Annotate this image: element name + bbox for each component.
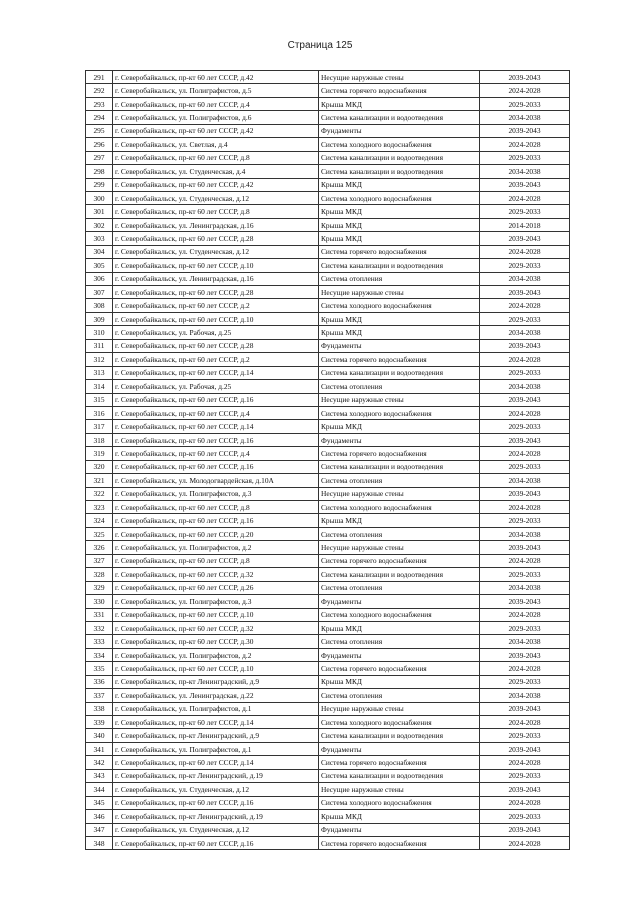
table-row: [86, 380, 570, 393]
table-row: [86, 393, 570, 406]
address-cell: г. Северобайкальск, пр-кт Ленинградский, д.9: [113, 729, 319, 742]
table-row: [86, 689, 570, 702]
period-cell: 2029-2033: [480, 460, 570, 473]
address-cell: г. Северобайкальск, пр-кт 60 лет СССР, д.16: [113, 514, 319, 527]
address-cell: г. Северобайкальск, ул. Светлая, д.4: [113, 138, 319, 151]
period-cell: 2029-2033: [480, 205, 570, 218]
system-cell: Система отопления: [319, 527, 480, 540]
address-cell: г. Северобайкальск, ул. Ленинградская, д.22: [113, 689, 319, 702]
address-cell: г. Северобайкальск, пр-кт 60 лет СССР, д.10: [113, 608, 319, 621]
table-row: [86, 406, 570, 419]
address-cell: г. Северобайкальск, ул. Студенческая, д.12: [113, 783, 319, 796]
row-number-cell: 322: [86, 487, 113, 500]
system-cell: Система канализации и водоотведения: [319, 151, 480, 164]
period-cell: 2029-2033: [480, 312, 570, 325]
system-cell: Фундаменты: [319, 823, 480, 836]
period-cell: 2039-2043: [480, 783, 570, 796]
table-row: [86, 783, 570, 796]
period-cell: 2039-2043: [480, 433, 570, 446]
address-cell: г. Северобайкальск, пр-кт 60 лет СССР, д.2: [113, 353, 319, 366]
table-row: [86, 487, 570, 500]
system-cell: Система горячего водоснабжения: [319, 756, 480, 769]
address-cell: г. Северобайкальск, ул. Студенческая, д.12: [113, 245, 319, 258]
address-cell: г. Северобайкальск, пр-кт 60 лет СССР, д.10: [113, 259, 319, 272]
row-number-cell: 338: [86, 702, 113, 715]
table-row: [86, 232, 570, 245]
row-number-cell: 319: [86, 447, 113, 460]
row-number-cell: 321: [86, 474, 113, 487]
table-row: [86, 272, 570, 285]
period-cell: 2029-2033: [480, 514, 570, 527]
row-number-cell: 309: [86, 312, 113, 325]
table-row: [86, 71, 570, 84]
system-cell: Крыша МКД: [319, 232, 480, 245]
table-row: [86, 756, 570, 769]
period-cell: 2034-2038: [480, 474, 570, 487]
row-number-cell: 306: [86, 272, 113, 285]
system-cell: Система холодного водоснабжения: [319, 299, 480, 312]
table-row: [86, 769, 570, 782]
table-row: [86, 205, 570, 218]
system-cell: Система отопления: [319, 474, 480, 487]
period-cell: 2024-2028: [480, 138, 570, 151]
system-cell: Система канализации и водоотведения: [319, 259, 480, 272]
address-cell: г. Северобайкальск, пр-кт 60 лет СССР, д.4: [113, 97, 319, 110]
period-cell: 2039-2043: [480, 339, 570, 352]
address-cell: г. Северобайкальск, ул. Рабочая, д.25: [113, 326, 319, 339]
table-row: [86, 433, 570, 446]
registry-table-body: [86, 71, 570, 850]
address-cell: г. Северобайкальск, ул. Ленинградская, д.16: [113, 272, 319, 285]
row-number-cell: 324: [86, 514, 113, 527]
table-row: [86, 353, 570, 366]
address-cell: г. Северобайкальск, пр-кт 60 лет СССР, д.42: [113, 178, 319, 191]
table-row: [86, 151, 570, 164]
row-number-cell: 334: [86, 648, 113, 661]
system-cell: Несущие наружные стены: [319, 783, 480, 796]
address-cell: г. Северобайкальск, пр-кт 60 лет СССР, д.8: [113, 501, 319, 514]
row-number-cell: 333: [86, 635, 113, 648]
row-number-cell: 326: [86, 541, 113, 554]
row-number-cell: 305: [86, 259, 113, 272]
period-cell: 2039-2043: [480, 742, 570, 755]
system-cell: Система отопления: [319, 272, 480, 285]
table-row: [86, 97, 570, 110]
row-number-cell: 317: [86, 420, 113, 433]
period-cell: 2034-2038: [480, 111, 570, 124]
system-cell: Система канализации и водоотведения: [319, 769, 480, 782]
address-cell: г. Северобайкальск, пр-кт 60 лет СССР, д.42: [113, 71, 319, 84]
address-cell: г. Северобайкальск, пр-кт 60 лет СССР, д.4: [113, 406, 319, 419]
period-cell: 2024-2028: [480, 245, 570, 258]
system-cell: Фундаменты: [319, 433, 480, 446]
period-cell: 2039-2043: [480, 393, 570, 406]
row-number-cell: 331: [86, 608, 113, 621]
system-cell: Система канализации и водоотведения: [319, 729, 480, 742]
row-number-cell: 292: [86, 84, 113, 97]
system-cell: Крыша МКД: [319, 675, 480, 688]
system-cell: Система холодного водоснабжения: [319, 796, 480, 809]
table-row: [86, 648, 570, 661]
address-cell: г. Северобайкальск, ул. Полиграфистов, д.3: [113, 487, 319, 500]
table-row: [86, 608, 570, 621]
table-row: [86, 420, 570, 433]
row-number-cell: 345: [86, 796, 113, 809]
table-row: [86, 716, 570, 729]
address-cell: г. Северобайкальск, пр-кт 60 лет СССР, д.14: [113, 366, 319, 379]
address-cell: г. Северобайкальск, ул. Полиграфистов, д.1: [113, 742, 319, 755]
period-cell: 2024-2028: [480, 836, 570, 849]
table-row: [86, 111, 570, 124]
row-number-cell: 297: [86, 151, 113, 164]
period-cell: 2024-2028: [480, 756, 570, 769]
row-number-cell: 330: [86, 595, 113, 608]
system-cell: Несущие наружные стены: [319, 393, 480, 406]
system-cell: Система холодного водоснабжения: [319, 501, 480, 514]
period-cell: 2024-2028: [480, 406, 570, 419]
address-cell: г. Северобайкальск, ул. Полиграфистов, д.2: [113, 541, 319, 554]
period-cell: 2034-2038: [480, 635, 570, 648]
system-cell: Система отопления: [319, 581, 480, 594]
address-cell: г. Северобайкальск, пр-кт 60 лет СССР, д.4: [113, 447, 319, 460]
system-cell: Фундаменты: [319, 742, 480, 755]
system-cell: Несущие наружные стены: [319, 702, 480, 715]
table-row: [86, 501, 570, 514]
system-cell: Фундаменты: [319, 595, 480, 608]
system-cell: Крыша МКД: [319, 420, 480, 433]
address-cell: г. Северобайкальск, ул. Молодогвардейская, д.10А: [113, 474, 319, 487]
row-number-cell: 320: [86, 460, 113, 473]
period-cell: 2024-2028: [480, 84, 570, 97]
system-cell: Система холодного водоснабжения: [319, 191, 480, 204]
table-row: [86, 366, 570, 379]
period-cell: 2024-2028: [480, 353, 570, 366]
address-cell: г. Северобайкальск, ул. Полиграфистов, д.2: [113, 648, 319, 661]
system-cell: Крыша МКД: [319, 178, 480, 191]
system-cell: Система горячего водоснабжения: [319, 84, 480, 97]
table-row: [86, 662, 570, 675]
period-cell: 2014-2018: [480, 218, 570, 231]
period-cell: 2039-2043: [480, 823, 570, 836]
row-number-cell: 335: [86, 662, 113, 675]
table-row: [86, 312, 570, 325]
system-cell: Система горячего водоснабжения: [319, 554, 480, 567]
table-row: [86, 245, 570, 258]
period-cell: 2039-2043: [480, 541, 570, 554]
row-number-cell: 313: [86, 366, 113, 379]
period-cell: 2029-2033: [480, 729, 570, 742]
table-row: [86, 165, 570, 178]
row-number-cell: 304: [86, 245, 113, 258]
table-row: [86, 259, 570, 272]
row-number-cell: 307: [86, 286, 113, 299]
row-number-cell: 299: [86, 178, 113, 191]
system-cell: Фундаменты: [319, 648, 480, 661]
row-number-cell: 311: [86, 339, 113, 352]
row-number-cell: 314: [86, 380, 113, 393]
address-cell: г. Северобайкальск, пр-кт 60 лет СССР, д.8: [113, 205, 319, 218]
system-cell: Несущие наружные стены: [319, 541, 480, 554]
address-cell: г. Северобайкальск, пр-кт 60 лет СССР, д.8: [113, 151, 319, 164]
row-number-cell: 293: [86, 97, 113, 110]
address-cell: г. Северобайкальск, пр-кт 60 лет СССР, д.16: [113, 836, 319, 849]
system-cell: Несущие наружные стены: [319, 286, 480, 299]
address-cell: г. Северобайкальск, пр-кт 60 лет СССР, д.2: [113, 299, 319, 312]
table-row: [86, 568, 570, 581]
address-cell: г. Северобайкальск, пр-кт 60 лет СССР, д.16: [113, 460, 319, 473]
table-row: [86, 796, 570, 809]
row-number-cell: 339: [86, 716, 113, 729]
row-number-cell: 303: [86, 232, 113, 245]
system-cell: Крыша МКД: [319, 97, 480, 110]
table-row: [86, 138, 570, 151]
row-number-cell: 295: [86, 124, 113, 137]
period-cell: 2024-2028: [480, 447, 570, 460]
system-cell: Крыша МКД: [319, 205, 480, 218]
table-row: [86, 621, 570, 634]
address-cell: г. Северобайкальск, пр-кт 60 лет СССР, д.30: [113, 635, 319, 648]
address-cell: г. Северобайкальск, ул. Полиграфистов, д.6: [113, 111, 319, 124]
system-cell: Система горячего водоснабжения: [319, 245, 480, 258]
system-cell: Система канализации и водоотведения: [319, 460, 480, 473]
period-cell: 2039-2043: [480, 648, 570, 661]
system-cell: Система отопления: [319, 380, 480, 393]
row-number-cell: 348: [86, 836, 113, 849]
table-row: [86, 635, 570, 648]
address-cell: г. Северобайкальск, пр-кт 60 лет СССР, д.8: [113, 554, 319, 567]
table-row: [86, 527, 570, 540]
table-row: [86, 541, 570, 554]
period-cell: 2034-2038: [480, 326, 570, 339]
address-cell: г. Северобайкальск, ул. Рабочая, д.25: [113, 380, 319, 393]
address-cell: г. Северобайкальск, пр-кт 60 лет СССР, д.28: [113, 232, 319, 245]
system-cell: Система отопления: [319, 689, 480, 702]
system-cell: Система канализации и водоотведения: [319, 111, 480, 124]
row-number-cell: 294: [86, 111, 113, 124]
period-cell: 2034-2038: [480, 581, 570, 594]
address-cell: г. Северобайкальск, пр-кт Ленинградский, д.19: [113, 769, 319, 782]
row-number-cell: 344: [86, 783, 113, 796]
period-cell: 2039-2043: [480, 124, 570, 137]
row-number-cell: 318: [86, 433, 113, 446]
period-cell: 2029-2033: [480, 675, 570, 688]
system-cell: Система канализации и водоотведения: [319, 366, 480, 379]
row-number-cell: 337: [86, 689, 113, 702]
address-cell: г. Северобайкальск, ул. Полиграфистов, д.3: [113, 595, 319, 608]
table-row: [86, 554, 570, 567]
table-row: [86, 124, 570, 137]
table-row: [86, 474, 570, 487]
table-row: [86, 326, 570, 339]
table-row: [86, 178, 570, 191]
row-number-cell: 296: [86, 138, 113, 151]
system-cell: Крыша МКД: [319, 514, 480, 527]
period-cell: 2029-2033: [480, 568, 570, 581]
system-cell: Система горячего водоснабжения: [319, 836, 480, 849]
period-cell: 2029-2033: [480, 420, 570, 433]
address-cell: г. Северобайкальск, пр-кт Ленинградский, д.19: [113, 810, 319, 823]
period-cell: 2034-2038: [480, 689, 570, 702]
table-row: [86, 514, 570, 527]
address-cell: г. Северобайкальск, пр-кт 60 лет СССР, д.32: [113, 621, 319, 634]
system-cell: Фундаменты: [319, 339, 480, 352]
row-number-cell: 327: [86, 554, 113, 567]
period-cell: 2034-2038: [480, 272, 570, 285]
table-row: [86, 810, 570, 823]
row-number-cell: 329: [86, 581, 113, 594]
row-number-cell: 323: [86, 501, 113, 514]
address-cell: г. Северобайкальск, пр-кт 60 лет СССР, д.32: [113, 568, 319, 581]
period-cell: 2024-2028: [480, 662, 570, 675]
system-cell: Крыша МКД: [319, 312, 480, 325]
row-number-cell: 346: [86, 810, 113, 823]
system-cell: Система канализации и водоотведения: [319, 568, 480, 581]
table-row: [86, 675, 570, 688]
table-row: [86, 595, 570, 608]
address-cell: г. Северобайкальск, пр-кт 60 лет СССР, д.26: [113, 581, 319, 594]
row-number-cell: 300: [86, 191, 113, 204]
row-number-cell: 347: [86, 823, 113, 836]
row-number-cell: 342: [86, 756, 113, 769]
period-cell: 2039-2043: [480, 178, 570, 191]
address-cell: г. Северобайкальск, пр-кт 60 лет СССР, д.10: [113, 662, 319, 675]
system-cell: Фундаменты: [319, 124, 480, 137]
row-number-cell: 343: [86, 769, 113, 782]
period-cell: 2039-2043: [480, 286, 570, 299]
address-cell: г. Северобайкальск, ул. Студенческая, д.12: [113, 823, 319, 836]
period-cell: 2034-2038: [480, 527, 570, 540]
registry-table: [85, 70, 570, 850]
table-row: [86, 742, 570, 755]
period-cell: 2029-2033: [480, 259, 570, 272]
table-row: [86, 702, 570, 715]
address-cell: г. Северобайкальск, пр-кт 60 лет СССР, д.14: [113, 756, 319, 769]
system-cell: Система горячего водоснабжения: [319, 353, 480, 366]
address-cell: г. Северобайкальск, пр-кт 60 лет СССР, д.10: [113, 312, 319, 325]
system-cell: Система горячего водоснабжения: [319, 662, 480, 675]
row-number-cell: 325: [86, 527, 113, 540]
period-cell: 2034-2038: [480, 380, 570, 393]
row-number-cell: 336: [86, 675, 113, 688]
row-number-cell: 341: [86, 742, 113, 755]
period-cell: 2039-2043: [480, 595, 570, 608]
period-cell: 2029-2033: [480, 366, 570, 379]
address-cell: г. Северобайкальск, ул. Студенческая, д.4: [113, 165, 319, 178]
address-cell: г. Северобайкальск, пр-кт 60 лет СССР, д.42: [113, 124, 319, 137]
system-cell: Система отопления: [319, 635, 480, 648]
period-cell: 2024-2028: [480, 796, 570, 809]
system-cell: Система холодного водоснабжения: [319, 716, 480, 729]
address-cell: г. Северобайкальск, ул. Студенческая, д.12: [113, 191, 319, 204]
table-row: [86, 218, 570, 231]
period-cell: 2024-2028: [480, 191, 570, 204]
system-cell: Крыша МКД: [319, 326, 480, 339]
period-cell: 2039-2043: [480, 71, 570, 84]
row-number-cell: 328: [86, 568, 113, 581]
system-cell: Несущие наружные стены: [319, 487, 480, 500]
system-cell: Система холодного водоснабжения: [319, 138, 480, 151]
system-cell: Крыша МКД: [319, 810, 480, 823]
row-number-cell: 332: [86, 621, 113, 634]
address-cell: г. Северобайкальск, пр-кт Ленинградский, д.9: [113, 675, 319, 688]
row-number-cell: 298: [86, 165, 113, 178]
address-cell: г. Северобайкальск, пр-кт 60 лет СССР, д.16: [113, 393, 319, 406]
table-row: [86, 729, 570, 742]
table-row: [86, 823, 570, 836]
address-cell: г. Северобайкальск, пр-кт 60 лет СССР, д.28: [113, 339, 319, 352]
system-cell: Система холодного водоснабжения: [319, 406, 480, 419]
table-row: [86, 84, 570, 97]
address-cell: г. Северобайкальск, ул. Полиграфистов, д.1: [113, 702, 319, 715]
period-cell: 2034-2038: [480, 165, 570, 178]
table-row: [86, 191, 570, 204]
system-cell: Система холодного водоснабжения: [319, 608, 480, 621]
period-cell: 2024-2028: [480, 299, 570, 312]
table-row: [86, 581, 570, 594]
system-cell: Система канализации и водоотведения: [319, 165, 480, 178]
period-cell: 2039-2043: [480, 702, 570, 715]
address-cell: г. Северобайкальск, ул. Ленинградская, д.16: [113, 218, 319, 231]
system-cell: Крыша МКД: [319, 218, 480, 231]
address-cell: г. Северобайкальск, пр-кт 60 лет СССР, д.14: [113, 420, 319, 433]
address-cell: г. Северобайкальск, пр-кт 60 лет СССР, д.28: [113, 286, 319, 299]
address-cell: г. Северобайкальск, пр-кт 60 лет СССР, д.20: [113, 527, 319, 540]
row-number-cell: 316: [86, 406, 113, 419]
period-cell: 2029-2033: [480, 621, 570, 634]
page-header: Страница 125: [287, 40, 353, 51]
address-cell: г. Северобайкальск, ул. Полиграфистов, д.5: [113, 84, 319, 97]
row-number-cell: 291: [86, 71, 113, 84]
period-cell: 2029-2033: [480, 769, 570, 782]
table-row: [86, 836, 570, 849]
row-number-cell: 301: [86, 205, 113, 218]
table-row: [86, 299, 570, 312]
row-number-cell: 310: [86, 326, 113, 339]
system-cell: Крыша МКД: [319, 621, 480, 634]
period-cell: 2029-2033: [480, 810, 570, 823]
address-cell: г. Северобайкальск, пр-кт 60 лет СССР, д.16: [113, 796, 319, 809]
table-row: [86, 460, 570, 473]
table-row: [86, 447, 570, 460]
table-row: [86, 286, 570, 299]
row-number-cell: 340: [86, 729, 113, 742]
period-cell: 2029-2033: [480, 97, 570, 110]
table-row: [86, 339, 570, 352]
row-number-cell: 312: [86, 353, 113, 366]
address-cell: г. Северобайкальск, пр-кт 60 лет СССР, д.16: [113, 433, 319, 446]
period-cell: 2024-2028: [480, 501, 570, 514]
address-cell: г. Северобайкальск, пр-кт 60 лет СССР, д.14: [113, 716, 319, 729]
system-cell: Система горячего водоснабжения: [319, 447, 480, 460]
period-cell: 2039-2043: [480, 232, 570, 245]
period-cell: 2029-2033: [480, 151, 570, 164]
row-number-cell: 315: [86, 393, 113, 406]
row-number-cell: 308: [86, 299, 113, 312]
period-cell: 2024-2028: [480, 608, 570, 621]
period-cell: 2039-2043: [480, 487, 570, 500]
system-cell: Несущие наружные стены: [319, 71, 480, 84]
row-number-cell: 302: [86, 218, 113, 231]
period-cell: 2024-2028: [480, 554, 570, 567]
period-cell: 2024-2028: [480, 716, 570, 729]
